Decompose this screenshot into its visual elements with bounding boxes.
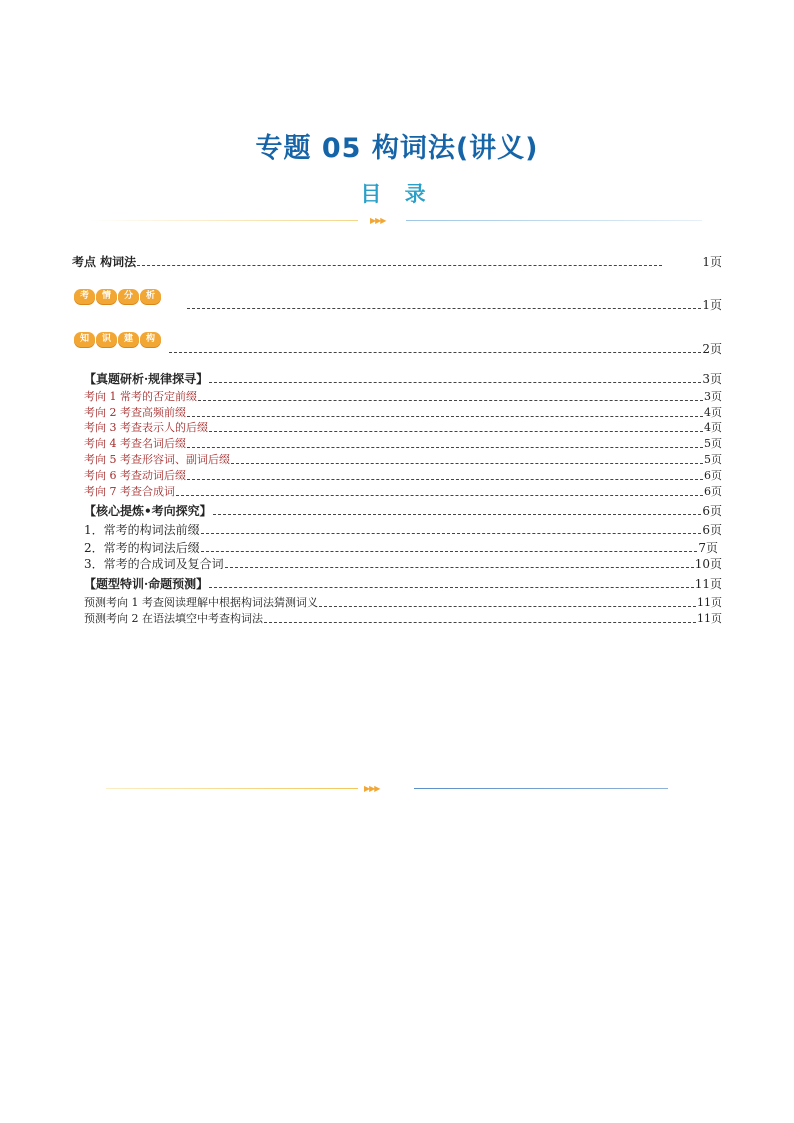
top-divider: [88, 214, 702, 228]
leader-dots: [264, 622, 696, 623]
leader-dots: [231, 463, 703, 464]
leader-dots: [169, 352, 701, 353]
leader-dots: [209, 587, 694, 588]
toc-page: 1页: [702, 255, 722, 269]
toc-page: 3页: [704, 390, 722, 403]
toc-row-zhishi[interactable]: [168, 340, 722, 356]
leader-dots: [213, 514, 702, 515]
toc-label: 【题型特训·命题预测】: [84, 577, 209, 591]
toc-page: 11页: [697, 596, 722, 609]
zhishi-badge: [74, 332, 161, 347]
toc-item[interactable]: [84, 521, 722, 537]
kaoqing-badge: [74, 289, 161, 304]
toc-label: 考向 5 考查形容词、副词后缀: [84, 453, 230, 466]
toc-page: 6页: [702, 504, 722, 518]
leader-dots: [201, 551, 698, 552]
badge-char: 分: [118, 289, 139, 304]
toc-page: 6页: [704, 469, 722, 482]
toc-page: 7页: [698, 541, 718, 555]
badge-char: 构: [140, 332, 161, 347]
badge-char: 知: [74, 332, 95, 347]
leader-dots: [187, 447, 703, 448]
toc-heading: 目 录: [360, 182, 434, 206]
toc-label: 考向 3 考查表示人的后缀: [84, 421, 208, 434]
toc-item[interactable]: [84, 388, 722, 404]
leader-dots: [201, 533, 702, 534]
toc-label: 考向 6 考查动词后缀: [84, 469, 186, 482]
badge-char: 情: [96, 289, 117, 304]
toc-item[interactable]: [84, 483, 722, 499]
toc-item[interactable]: [84, 555, 722, 571]
toc-label: 3．常考的合成词及复合词: [84, 557, 224, 571]
toc-label: 1．常考的构词法前缀: [84, 523, 200, 537]
toc-label: 考向 7 考查合成词: [84, 485, 175, 498]
toc-label: 2．常考的构词法后缀: [84, 541, 200, 555]
page-title: 专题 05 构词法(讲义): [255, 133, 539, 164]
toc-label: 考向 2 考查高频前缀: [84, 406, 186, 419]
toc-item[interactable]: [84, 435, 722, 451]
toc-page: 11页: [697, 612, 722, 625]
bottom-divider: [106, 782, 668, 796]
arrow-icon: ▶▶▶: [364, 784, 380, 793]
leader-dots: [209, 431, 703, 432]
leader-dots: [137, 265, 662, 266]
toc-page: 6页: [702, 523, 722, 537]
toc-label: 考向 1 常考的否定前缀: [84, 390, 197, 403]
toc-item[interactable]: [84, 451, 722, 467]
toc-item[interactable]: [84, 404, 722, 420]
leader-dots: [225, 567, 694, 568]
toc-label: 预测考向 2 在语法填空中考查构词法: [84, 612, 263, 625]
arrow-icon: ▶▶▶: [370, 216, 386, 225]
toc-page: 4页: [704, 421, 722, 434]
badge-char: 析: [140, 289, 161, 304]
toc-page: 5页: [704, 453, 722, 466]
leader-dots: [209, 382, 701, 383]
toc-page: 2页: [702, 342, 722, 356]
leader-dots: [198, 400, 703, 401]
toc-label: 考向 4 考查名词后缀: [84, 437, 186, 450]
leader-dots: [176, 495, 703, 496]
toc-section-zhenti[interactable]: [84, 370, 722, 386]
leader-dots: [187, 308, 701, 309]
leader-dots: [187, 416, 703, 417]
toc-item[interactable]: [84, 467, 722, 483]
toc-item[interactable]: [84, 539, 718, 555]
toc-page: 5页: [704, 437, 722, 450]
toc-row-kaoqing[interactable]: [186, 296, 722, 312]
leader-dots: [187, 479, 703, 480]
badge-char: 考: [74, 289, 95, 304]
toc-page: 4页: [704, 406, 722, 419]
badge-char: 识: [96, 332, 117, 347]
toc-section-hexin[interactable]: [84, 502, 722, 518]
toc-section-tixing[interactable]: [84, 575, 722, 591]
toc-label: 预测考向 1 考查阅读理解中根据构词法猜测词义: [84, 596, 318, 609]
toc-item[interactable]: [84, 419, 722, 435]
toc-page: 11页: [694, 577, 722, 591]
badge-char: 建: [118, 332, 139, 347]
toc-row-kaodian[interactable]: [72, 253, 722, 269]
toc-page: 6页: [704, 485, 722, 498]
toc-page: 3页: [702, 372, 722, 386]
toc-item[interactable]: [84, 594, 722, 610]
toc-page: 10页: [694, 557, 722, 571]
toc-page: 1页: [702, 298, 722, 312]
toc-label: 【真题研析·规律探寻】: [84, 372, 209, 386]
toc-label: 【核心提炼•考向探究】: [84, 504, 212, 518]
toc-label: 考点 构词法: [72, 255, 137, 269]
leader-dots: [319, 606, 696, 607]
toc-item[interactable]: [84, 610, 722, 626]
